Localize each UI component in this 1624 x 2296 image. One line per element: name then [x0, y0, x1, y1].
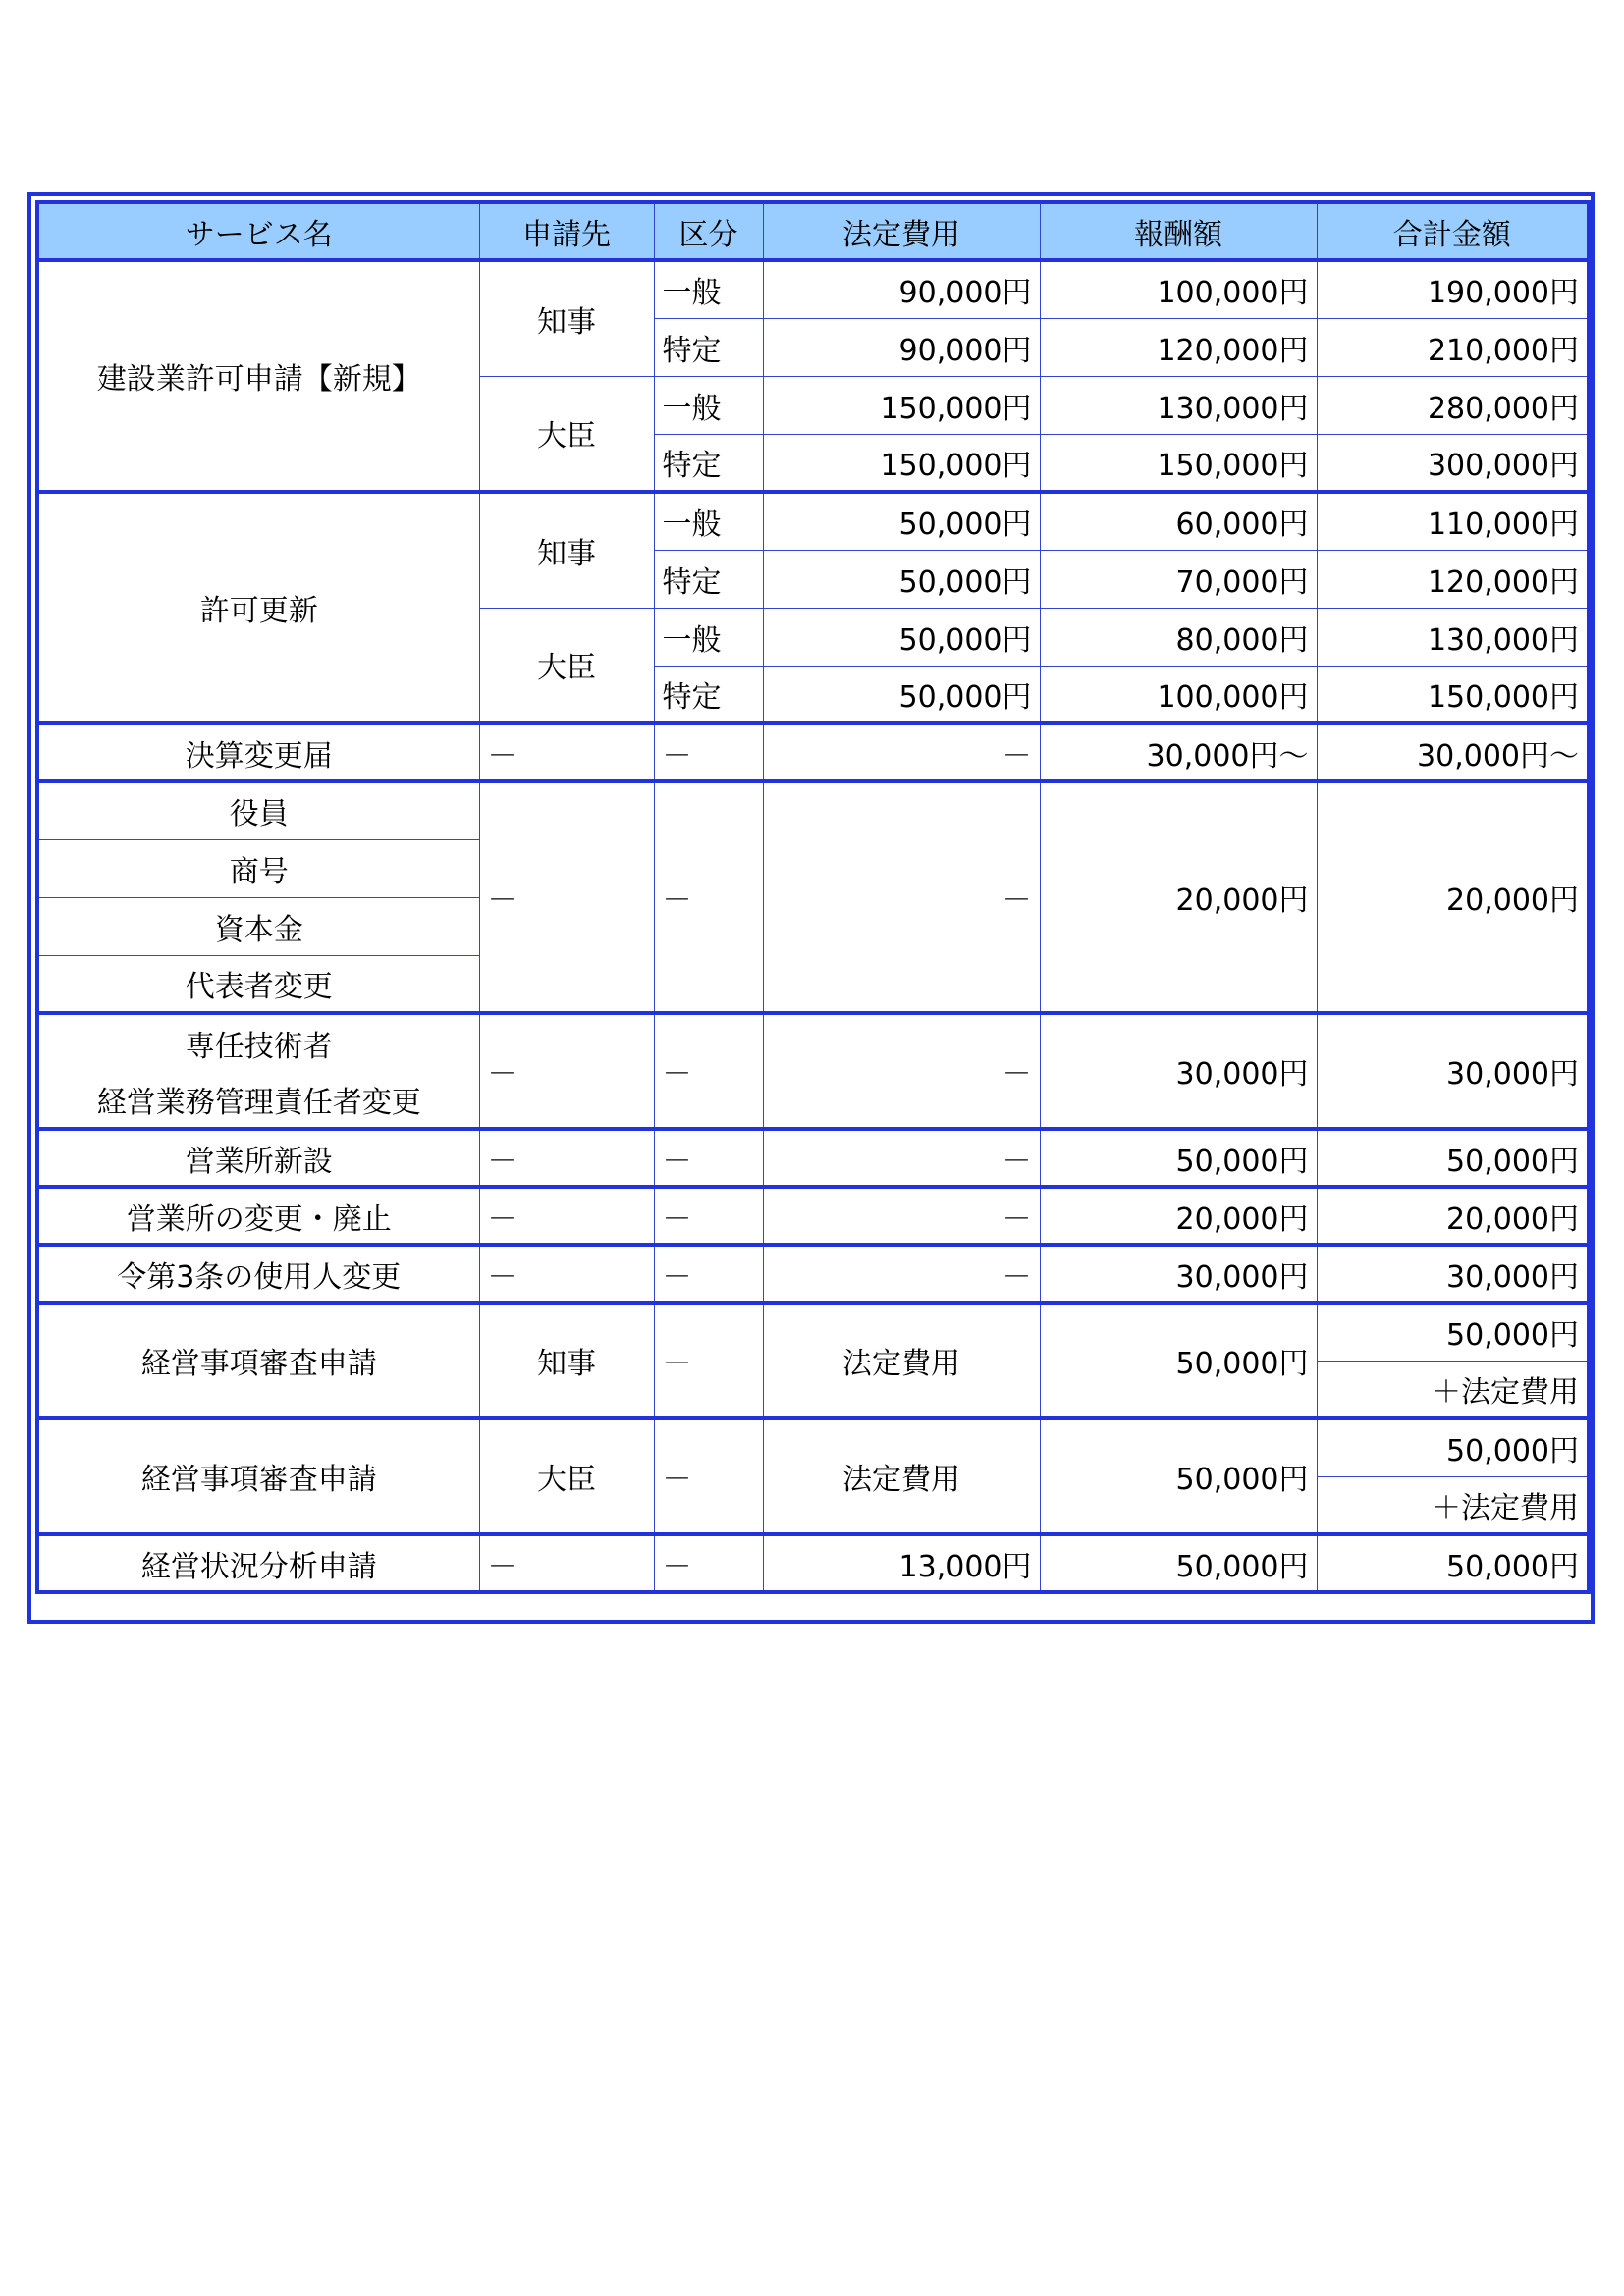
remuneration: 60,000円 — [1040, 492, 1317, 550]
total: 50,000円 — [1317, 1534, 1589, 1592]
fee-table — [35, 200, 1591, 1594]
total: 50,000円 — [1317, 1129, 1589, 1187]
category: － — [654, 1418, 763, 1534]
category: 一般 — [654, 492, 763, 550]
applicant: 知事 — [479, 1303, 654, 1418]
total: 150,000円 — [1317, 666, 1589, 723]
header-category: 区分 — [654, 202, 763, 260]
applicant: － — [479, 1245, 654, 1303]
statutory-fee: － — [763, 781, 1040, 1013]
header-applicant: 申請先 — [479, 202, 654, 260]
applicant: － — [479, 1129, 654, 1187]
total: 210,000円 — [1317, 318, 1589, 376]
table-row — [37, 1245, 1589, 1303]
service-name: 資本金 — [37, 897, 479, 955]
service-name: 経営事項審査申請 — [37, 1418, 479, 1534]
table-row — [37, 781, 1589, 839]
statutory-fee: － — [763, 1129, 1040, 1187]
service-name: 経営状況分析申請 — [37, 1534, 479, 1592]
table-row — [37, 1013, 1589, 1071]
total-note: ＋法定費用 — [1317, 1476, 1589, 1534]
group-review-governor — [37, 1303, 1589, 1418]
remuneration: 130,000円 — [1040, 376, 1317, 434]
group-review-minister — [37, 1418, 1589, 1534]
group-changes — [37, 781, 1589, 1013]
remuneration: 30,000円 — [1040, 1245, 1317, 1303]
statutory-fee: 50,000円 — [763, 550, 1040, 608]
header-total: 合計金額 — [1317, 202, 1589, 260]
group-office-change — [37, 1187, 1589, 1245]
group-analysis — [37, 1534, 1589, 1592]
total: 120,000円 — [1317, 550, 1589, 608]
service-name: 代表者変更 — [37, 955, 479, 1013]
statutory-fee: 13,000円 — [763, 1534, 1040, 1592]
service-name: 令第3条の使用人変更 — [37, 1245, 479, 1303]
category: － — [654, 1013, 763, 1129]
applicant: － — [479, 781, 654, 1013]
category: 特定 — [654, 550, 763, 608]
fee-table-frame — [27, 192, 1595, 1624]
service-name: 経営業務管理責任者変更 — [37, 1071, 479, 1129]
applicant: － — [479, 723, 654, 781]
table-header — [37, 202, 1589, 260]
statutory-fee: 50,000円 — [763, 666, 1040, 723]
remuneration: 70,000円 — [1040, 550, 1317, 608]
applicant: － — [479, 1187, 654, 1245]
service-name: 許可更新 — [37, 492, 479, 723]
remuneration: 50,000円 — [1040, 1303, 1317, 1418]
statutory-fee: － — [763, 1245, 1040, 1303]
category: － — [654, 1129, 763, 1187]
statutory-fee: 50,000円 — [763, 608, 1040, 666]
category: － — [654, 1245, 763, 1303]
category: － — [654, 1303, 763, 1418]
category: － — [654, 781, 763, 1013]
remuneration: 30,000円 — [1040, 1013, 1317, 1129]
table-row — [37, 1534, 1589, 1592]
applicant: 知事 — [479, 260, 654, 376]
applicant: － — [479, 1013, 654, 1129]
table-row — [37, 1129, 1589, 1187]
category: 特定 — [654, 318, 763, 376]
statutory-fee: － — [763, 723, 1040, 781]
statutory-fee: 法定費用 — [763, 1418, 1040, 1534]
service-name: 建設業許可申請【新規】 — [37, 260, 479, 492]
remuneration: 20,000円 — [1040, 781, 1317, 1013]
total: 50,000円 — [1317, 1303, 1589, 1361]
group-engineer — [37, 1013, 1589, 1129]
total: 50,000円 — [1317, 1418, 1589, 1476]
remuneration: 50,000円 — [1040, 1129, 1317, 1187]
total: 30,000円～ — [1317, 723, 1589, 781]
statutory-fee: 90,000円 — [763, 318, 1040, 376]
service-name: 商号 — [37, 839, 479, 897]
remuneration: 50,000円 — [1040, 1418, 1317, 1534]
statutory-fee: 90,000円 — [763, 260, 1040, 318]
remuneration: 30,000円～ — [1040, 723, 1317, 781]
remuneration: 120,000円 — [1040, 318, 1317, 376]
statutory-fee: 150,000円 — [763, 376, 1040, 434]
total: 300,000円 — [1317, 434, 1589, 492]
applicant: 大臣 — [479, 1418, 654, 1534]
applicant: 知事 — [479, 492, 654, 608]
category: － — [654, 1187, 763, 1245]
statutory-fee: 150,000円 — [763, 434, 1040, 492]
applicant: 大臣 — [479, 608, 654, 723]
remuneration: 50,000円 — [1040, 1534, 1317, 1592]
table-row — [37, 492, 1589, 550]
statutory-fee: 50,000円 — [763, 492, 1040, 550]
header-remuneration: 報酬額 — [1040, 202, 1317, 260]
remuneration: 150,000円 — [1040, 434, 1317, 492]
applicant: 大臣 — [479, 376, 654, 492]
statutory-fee: － — [763, 1013, 1040, 1129]
statutory-fee: 法定費用 — [763, 1303, 1040, 1418]
table-row — [37, 1303, 1589, 1361]
total: 280,000円 — [1317, 376, 1589, 434]
total: 30,000円 — [1317, 1013, 1589, 1129]
category: 一般 — [654, 260, 763, 318]
header-service: サービス名 — [37, 202, 479, 260]
table-row — [37, 723, 1589, 781]
service-name: 役員 — [37, 781, 479, 839]
remuneration: 100,000円 — [1040, 260, 1317, 318]
group-settlement — [37, 723, 1589, 781]
category: － — [654, 1534, 763, 1592]
header-statutory-fee: 法定費用 — [763, 202, 1040, 260]
total: 110,000円 — [1317, 492, 1589, 550]
remuneration: 80,000円 — [1040, 608, 1317, 666]
category: 一般 — [654, 376, 763, 434]
category: 特定 — [654, 666, 763, 723]
table-row — [37, 260, 1589, 318]
applicant: － — [479, 1534, 654, 1592]
statutory-fee: － — [763, 1187, 1040, 1245]
category: 特定 — [654, 434, 763, 492]
group-office-new — [37, 1129, 1589, 1187]
total-note: ＋法定費用 — [1317, 1361, 1589, 1418]
table-row — [37, 1187, 1589, 1245]
service-name: 営業所の変更・廃止 — [37, 1187, 479, 1245]
group-article3 — [37, 1245, 1589, 1303]
service-name: 専任技術者 — [37, 1013, 479, 1071]
total: 20,000円 — [1317, 1187, 1589, 1245]
total: 130,000円 — [1317, 608, 1589, 666]
service-name: 経営事項審査申請 — [37, 1303, 479, 1418]
table-row — [37, 1418, 1589, 1476]
total: 30,000円 — [1317, 1245, 1589, 1303]
remuneration: 100,000円 — [1040, 666, 1317, 723]
group-renewal — [37, 492, 1589, 723]
service-name: 営業所新設 — [37, 1129, 479, 1187]
category: 一般 — [654, 608, 763, 666]
group-new-permit — [37, 260, 1589, 492]
total: 20,000円 — [1317, 781, 1589, 1013]
total: 190,000円 — [1317, 260, 1589, 318]
category: － — [654, 723, 763, 781]
remuneration: 20,000円 — [1040, 1187, 1317, 1245]
service-name: 決算変更届 — [37, 723, 479, 781]
